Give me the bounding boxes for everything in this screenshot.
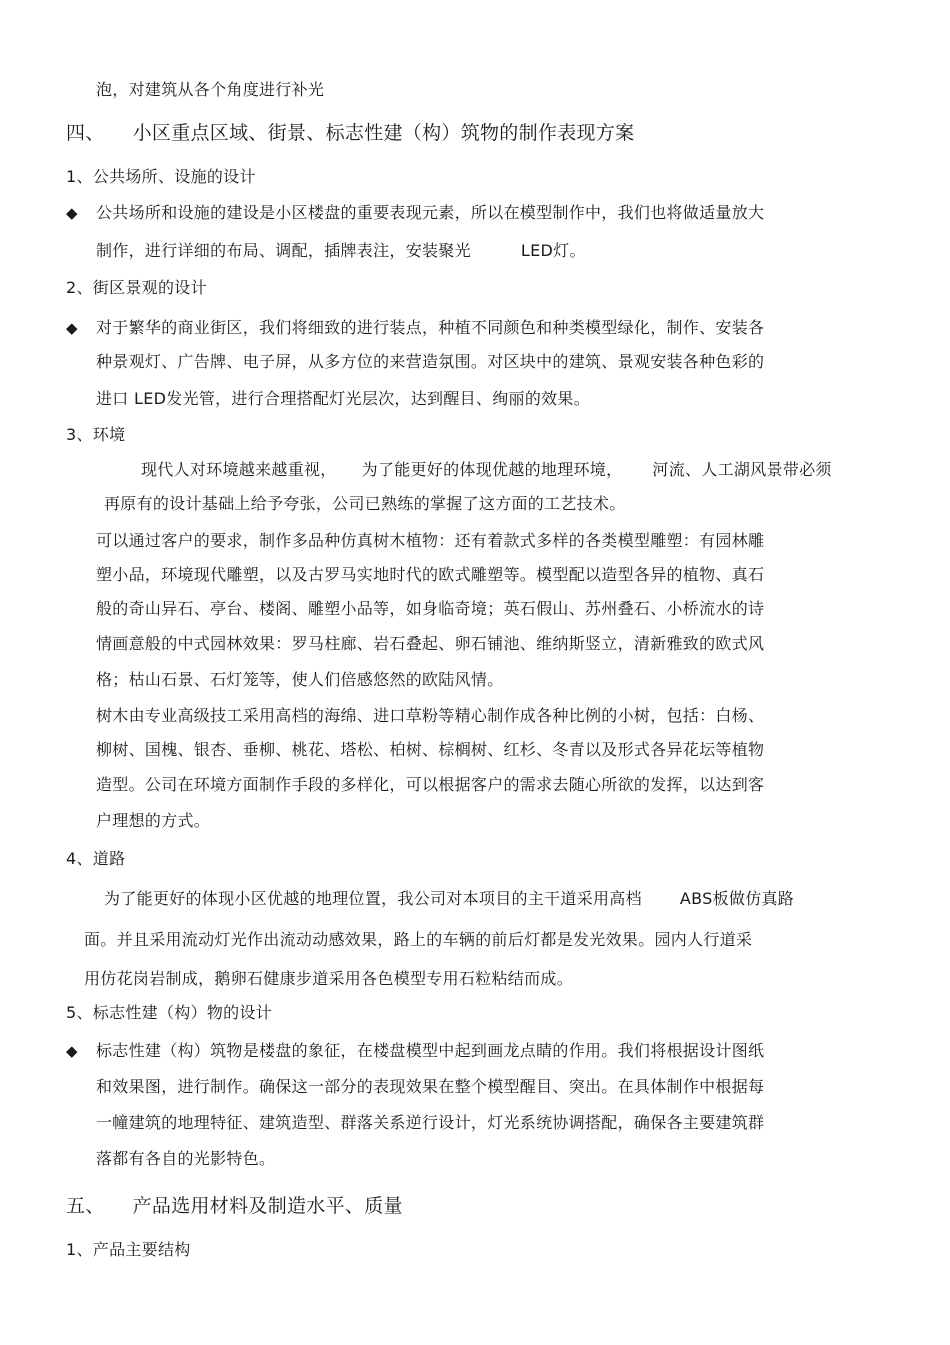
section-4-title: 小区重点区域、街景、标志性建（构）筑物的制作表现方案	[132, 122, 635, 144]
subsection-5-heading: 5、标志性建（构）物的设计	[66, 1003, 273, 1022]
subsection-2-line-3: 进口 LED发光管，进行合理搭配灯光层次，达到醒目、绚丽的效果。	[96, 389, 591, 408]
subsection-3-p1-part-a: 现代人对环境越来越重视，	[141, 460, 337, 479]
subsection-5-line-3: 一幢建筑的地理特征、建筑造型、群落关系逆行设计，灯光系统协调搭配，确保各主要建筑群	[96, 1113, 765, 1132]
subsection-3-p2-line-3: 般的奇山异石、亭台、楼阁、雕塑小品等，如身临奇境；英石假山、苏州叠石、小桥流水的诗	[96, 599, 765, 618]
subsection-4-line-3: 用仿花岗岩制成，鹅卵石健康步道采用各色模型专用石粒粘结而成。	[84, 969, 574, 988]
bullet-diamond-icon: ◆	[66, 1042, 78, 1060]
section-5-subsection-1-heading: 1、产品主要结构	[66, 1240, 191, 1259]
subsection-2-line-1: 对于繁华的商业街区，我们将细致的进行装点，种植不同颜色和种类模型绿化，制作、安装各	[96, 318, 765, 337]
subsection-1-line-1: 公共场所和设施的建设是小区楼盘的重要表现元素，所以在模型制作中，我们也将做适量放大	[96, 203, 765, 222]
subsection-4-heading: 4、道路	[66, 849, 126, 868]
subsection-3-p1-part-b: 为了能更好的体现优越的地理环境，	[361, 460, 623, 479]
section-5-number: 五、	[66, 1195, 105, 1217]
subsection-4-line-1-part-a: 为了能更好的体现小区优越的地理位置，我公司对本项目的主干道采用高档	[104, 889, 642, 908]
subsection-3-p2-line-4: 情画意般的中式园林效果：罗马柱廊、岩石叠起、卵石铺池、维纳斯竖立，清新雅致的欧式风	[96, 634, 765, 653]
subsection-5-line-1: 标志性建（构）筑物是楼盘的象征，在楼盘模型中起到画龙点睛的作用。我们将根据设计图纸	[96, 1041, 765, 1060]
bullet-diamond-icon: ◆	[66, 204, 78, 222]
section-5-heading	[66, 1193, 403, 1219]
subsection-4-line-1	[104, 888, 794, 910]
bullet-diamond-icon: ◆	[66, 319, 78, 337]
subsection-3-p2-line-2: 塑小品，环境现代雕塑，以及古罗马实地时代的欧式雕塑等。模型配以造型各异的植物、真石	[96, 565, 765, 584]
section-4-heading	[66, 120, 634, 146]
subsection-3-p3-line-3: 造型。公司在环境方面制作手段的多样化，可以根据客户的需求去随心所欲的发挥，以达到客	[96, 775, 765, 794]
subsection-4-line-2: 面。并且采用流动灯光作出流动动感效果，路上的车辆的前后灯都是发光效果。园内人行道采	[84, 930, 753, 949]
subsection-3-p3-line-4: 户理想的方式。	[96, 811, 211, 830]
subsection-3-p1-line-1	[141, 459, 832, 481]
subsection-3-p3-line-2: 柳树、国槐、银杏、垂柳、桃花、塔松、柏树、棕榈树、红杉、冬青以及形式各异花坛等植物	[96, 740, 765, 759]
subsection-5-line-4: 落都有各自的光影特色。	[96, 1149, 276, 1168]
intro-line: 泡，对建筑从各个角度进行补光	[96, 80, 325, 99]
subsection-1-line-2-part-b: LED灯。	[520, 241, 586, 260]
subsection-2-line-2: 种景观灯、广告牌、电子屏，从多方位的来营造氛围。对区块中的建筑、景观安装各种色彩的	[96, 352, 765, 371]
subsection-1-line-2-part-a: 制作，进行详细的布局、调配，插牌表注，安装聚光	[96, 241, 471, 260]
subsection-2-heading: 2、街区景观的设计	[66, 278, 207, 297]
subsection-3-p2-line-5: 格；枯山石景、石灯笼等，使人们倍感悠然的欧陆风情。	[96, 670, 504, 689]
subsection-5-line-2: 和效果图，进行制作。确保这一部分的表现效果在整个模型醒目、突出。在具体制作中根据每	[96, 1077, 765, 1096]
subsection-1-line-2	[96, 240, 586, 262]
section-5-title: 产品选用材料及制造水平、质量	[132, 1195, 403, 1217]
subsection-3-p1-part-c: 河流、人工湖风景带必须	[652, 460, 832, 479]
subsection-3-p3-line-1: 树木由专业高级技工采用高档的海绵、进口草粉等精心制作成各种比例的小树，包括：白杨、	[96, 706, 765, 725]
subsection-3-p2-line-1: 可以通过客户的要求，制作多品种仿真树木植物：还有着款式多样的各类模型雕塑：有园林雕	[96, 531, 765, 550]
subsection-3-p1-line-2: 再原有的设计基础上给予夸张，公司已熟练的掌握了这方面的工艺技术。	[104, 494, 626, 513]
section-4-number: 四、	[66, 122, 105, 144]
subsection-3-heading: 3、环境	[66, 425, 126, 444]
subsection-1-heading: 1、公共场所、设施的设计	[66, 167, 256, 186]
subsection-4-line-1-part-b: ABS板做仿真路	[679, 889, 795, 908]
